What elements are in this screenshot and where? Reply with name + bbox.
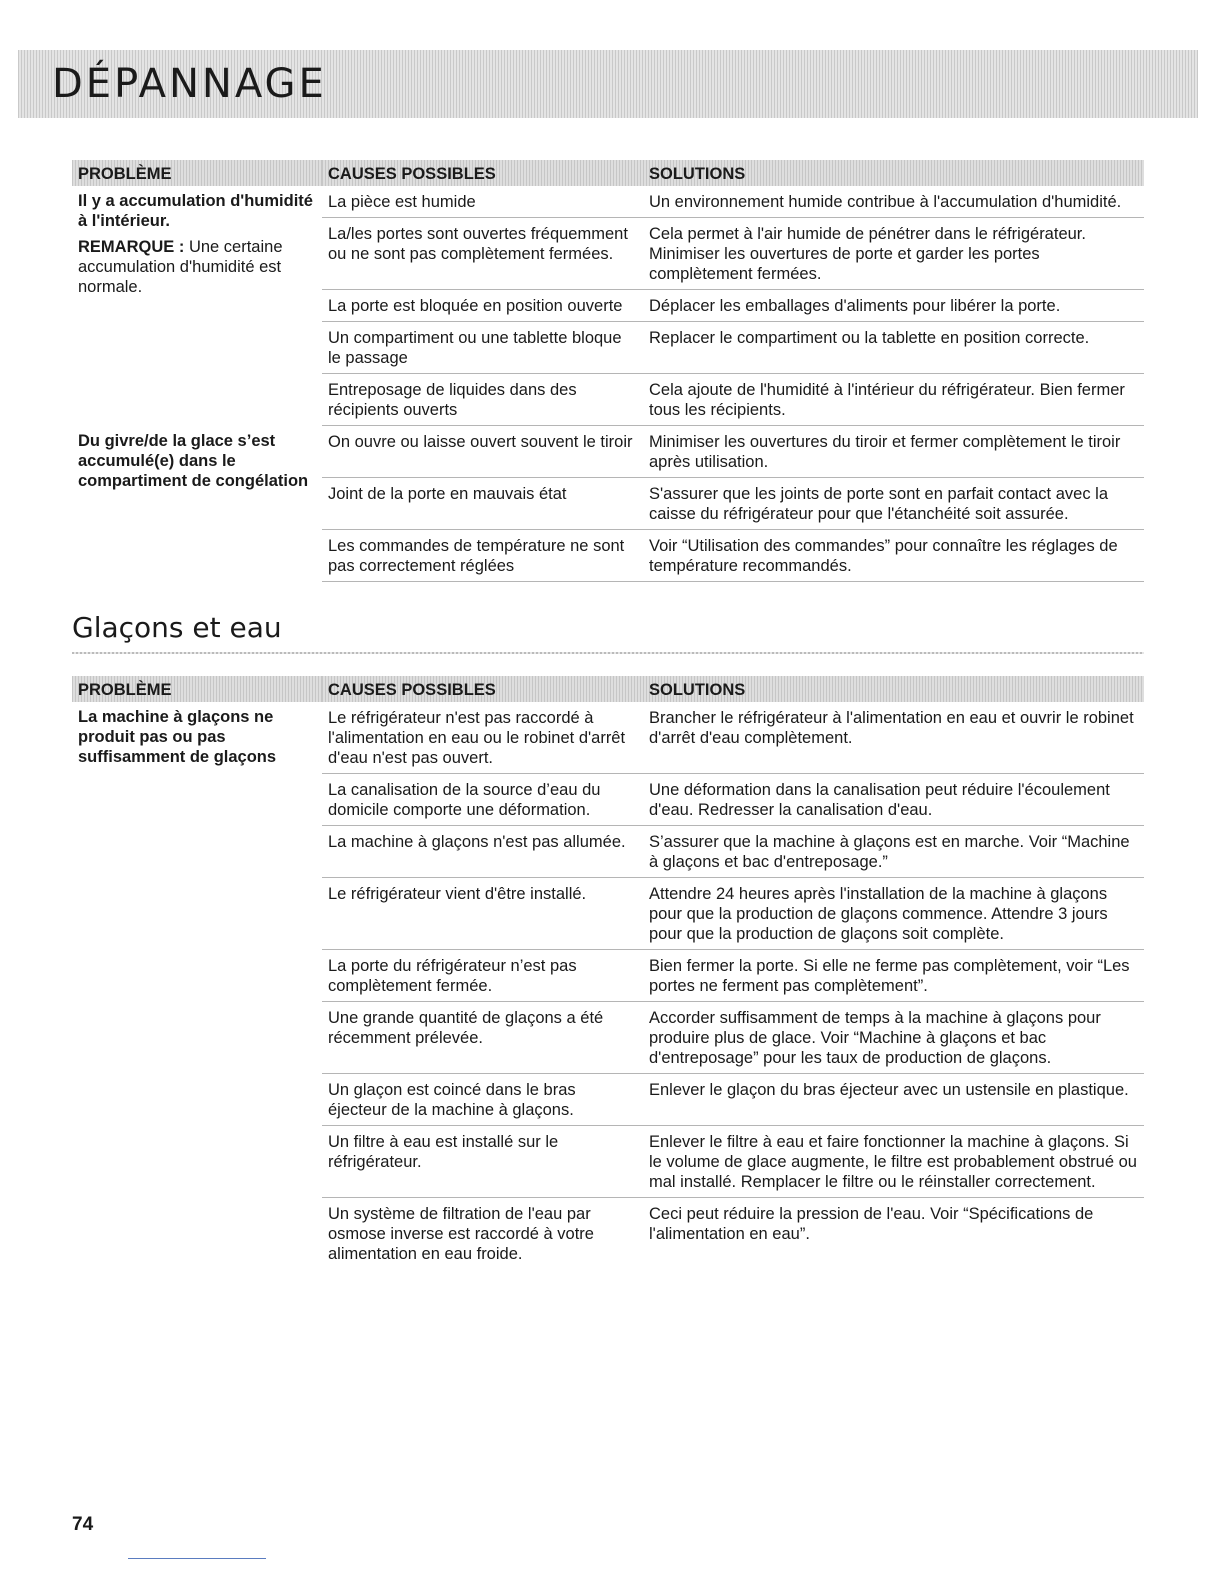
page-title: DÉPANNAGE — [52, 61, 327, 107]
header-causes: CAUSES POSSIBLES — [322, 160, 643, 186]
cause-cell: Un glaçon est coincé dans le bras éjecteur de la machine à glaçons. — [322, 1074, 643, 1126]
problem-note — [78, 237, 316, 297]
solution-cell: Voir “Utilisation des commandes” pour connaître les réglages de température recommandés. — [643, 530, 1144, 582]
solution-cell: Déplacer les emballages d'aliments pour libérer la porte. — [643, 290, 1144, 322]
solution-cell: Cela permet à l'air humide de pénétrer dans le réfrigérateur. Minimiser les ouvertures de porte et garder les portes complètement fermées. — [643, 218, 1144, 290]
problem-title: La machine à glaçons ne produit pas ou pas suffisamment de glaçons — [78, 708, 277, 766]
section-title: Glaçons et eau — [72, 611, 282, 644]
note-label: REMARQUE : — [78, 238, 185, 256]
solution-cell: S’assurer que la machine à glaçons est en marche. Voir “Machine à glaçons et bac d'entreposage.” — [643, 826, 1144, 878]
table-row — [72, 186, 1144, 218]
solution-cell: Enlever le filtre à eau et faire fonctionner la machine à glaçons. Si le volume de glace augmente, le filtre est probablement obstrué ou mal installé. Remplacer le filtre ou le réinstaller correctement. — [643, 1126, 1144, 1198]
section-divider — [72, 652, 1144, 654]
solution-cell: Bien fermer la porte. Si elle ne ferme pas complètement, voir “Les portes ne ferment pas complètement”. — [643, 950, 1144, 1002]
header-solutions: SOLUTIONS — [643, 160, 1144, 186]
problem-cell — [72, 186, 322, 426]
solution-cell: Replacer le compartiment ou la tablette en position correcte. — [643, 322, 1144, 374]
table-row — [72, 702, 1144, 774]
cause-cell: Une grande quantité de glaçons a été récemment prélevée. — [322, 1002, 643, 1074]
troubleshooting-table-ice-water — [72, 676, 1144, 1269]
table-header-row — [72, 676, 1144, 702]
cause-cell: Un filtre à eau est installé sur le réfrigérateur. — [322, 1126, 643, 1198]
solution-cell: Minimiser les ouvertures du tiroir et fermer complètement le tiroir après utilisation. — [643, 426, 1144, 478]
problem-cell — [72, 426, 322, 582]
cause-cell: La machine à glaçons n'est pas allumée. — [322, 826, 643, 878]
header-probleme: PROBLÈME — [72, 676, 322, 702]
header-causes: CAUSES POSSIBLES — [322, 676, 643, 702]
cause-cell: On ouvre ou laisse ouvert souvent le tiroir — [322, 426, 643, 478]
solution-cell: Brancher le réfrigérateur à l'alimentation en eau et ouvrir le robinet d'arrêt d'eau complètement. — [643, 702, 1144, 774]
table-row — [72, 426, 1144, 478]
cause-cell: Le réfrigérateur vient d'être installé. — [322, 878, 643, 950]
solution-cell: Accorder suffisamment de temps à la machine à glaçons pour produire plus de glace. Voir “Machine à glaçons et bac d'entreposage” pour les taux de production de glaçons. — [643, 1002, 1144, 1074]
table-header-row — [72, 160, 1144, 186]
cause-cell: La/les portes sont ouvertes fréquemment ou ne sont pas complètement fermées. — [322, 218, 643, 290]
cause-cell: Joint de la porte en mauvais état — [322, 478, 643, 530]
header-solutions: SOLUTIONS — [643, 676, 1144, 702]
cause-cell: Les commandes de température ne sont pas correctement réglées — [322, 530, 643, 582]
cause-cell: Entreposage de liquides dans des récipients ouverts — [322, 374, 643, 426]
solution-cell: Une déformation dans la canalisation peut réduire l'écoulement d'eau. Redresser la canalisation d'eau. — [643, 774, 1144, 826]
cause-cell: Un compartiment ou une tablette bloque le passage — [322, 322, 643, 374]
problem-title: Du givre/de la glace s’est accumulé(e) dans le compartiment de congélation — [78, 431, 309, 490]
note-text: Une certaine accumulation d'humidité est normale. — [78, 238, 283, 296]
cause-cell: La pièce est humide — [322, 186, 643, 218]
problem-title: Il y a accumulation d'humidité à l'intérieur. — [78, 192, 313, 230]
cause-cell: Un système de filtration de l'eau par osmose inverse est raccordé à votre alimentation en eau froide. — [328, 1205, 594, 1263]
solution-cell: Enlever le glaçon du bras éjecteur avec un ustensile en plastique. — [643, 1074, 1144, 1126]
footer-link-rule — [128, 1558, 266, 1559]
page-number: 74 — [72, 1514, 94, 1535]
solution-cell: S'assurer que les joints de porte sont en parfait contact avec la caisse du réfrigérateur pour que l'étanchéité soit assurée. — [643, 478, 1144, 530]
solution-cell: Un environnement humide contribue à l'accumulation d'humidité. — [643, 186, 1144, 218]
cause-cell: Le réfrigérateur n'est pas raccordé à l'alimentation en eau ou le robinet d'arrêt d'eau n'est pas ouvert. — [322, 702, 643, 774]
problem-cell — [72, 702, 322, 1269]
cause-cell: La canalisation de la source d’eau du domicile comporte une déformation. — [322, 774, 643, 826]
cause-cell: La porte du réfrigérateur n’est pas complètement fermée. — [322, 950, 643, 1002]
troubleshooting-table-humidity — [72, 160, 1144, 582]
solution-cell: Attendre 24 heures après l'installation de la machine à glaçons pour que la production de glaçons commence. Attendre 3 jours pour que la production de glaçons soit complète. — [643, 878, 1144, 950]
solution-cell: Cela ajoute de l'humidité à l'intérieur du réfrigérateur. Bien fermer tous les récipients. — [643, 374, 1144, 426]
header-probleme: PROBLÈME — [72, 160, 322, 186]
solution-cell: Ceci peut réduire la pression de l'eau. Voir “Spécifications de l'alimentation en eau”. — [649, 1205, 1094, 1243]
cause-cell: La porte est bloquée en position ouverte — [322, 290, 643, 322]
